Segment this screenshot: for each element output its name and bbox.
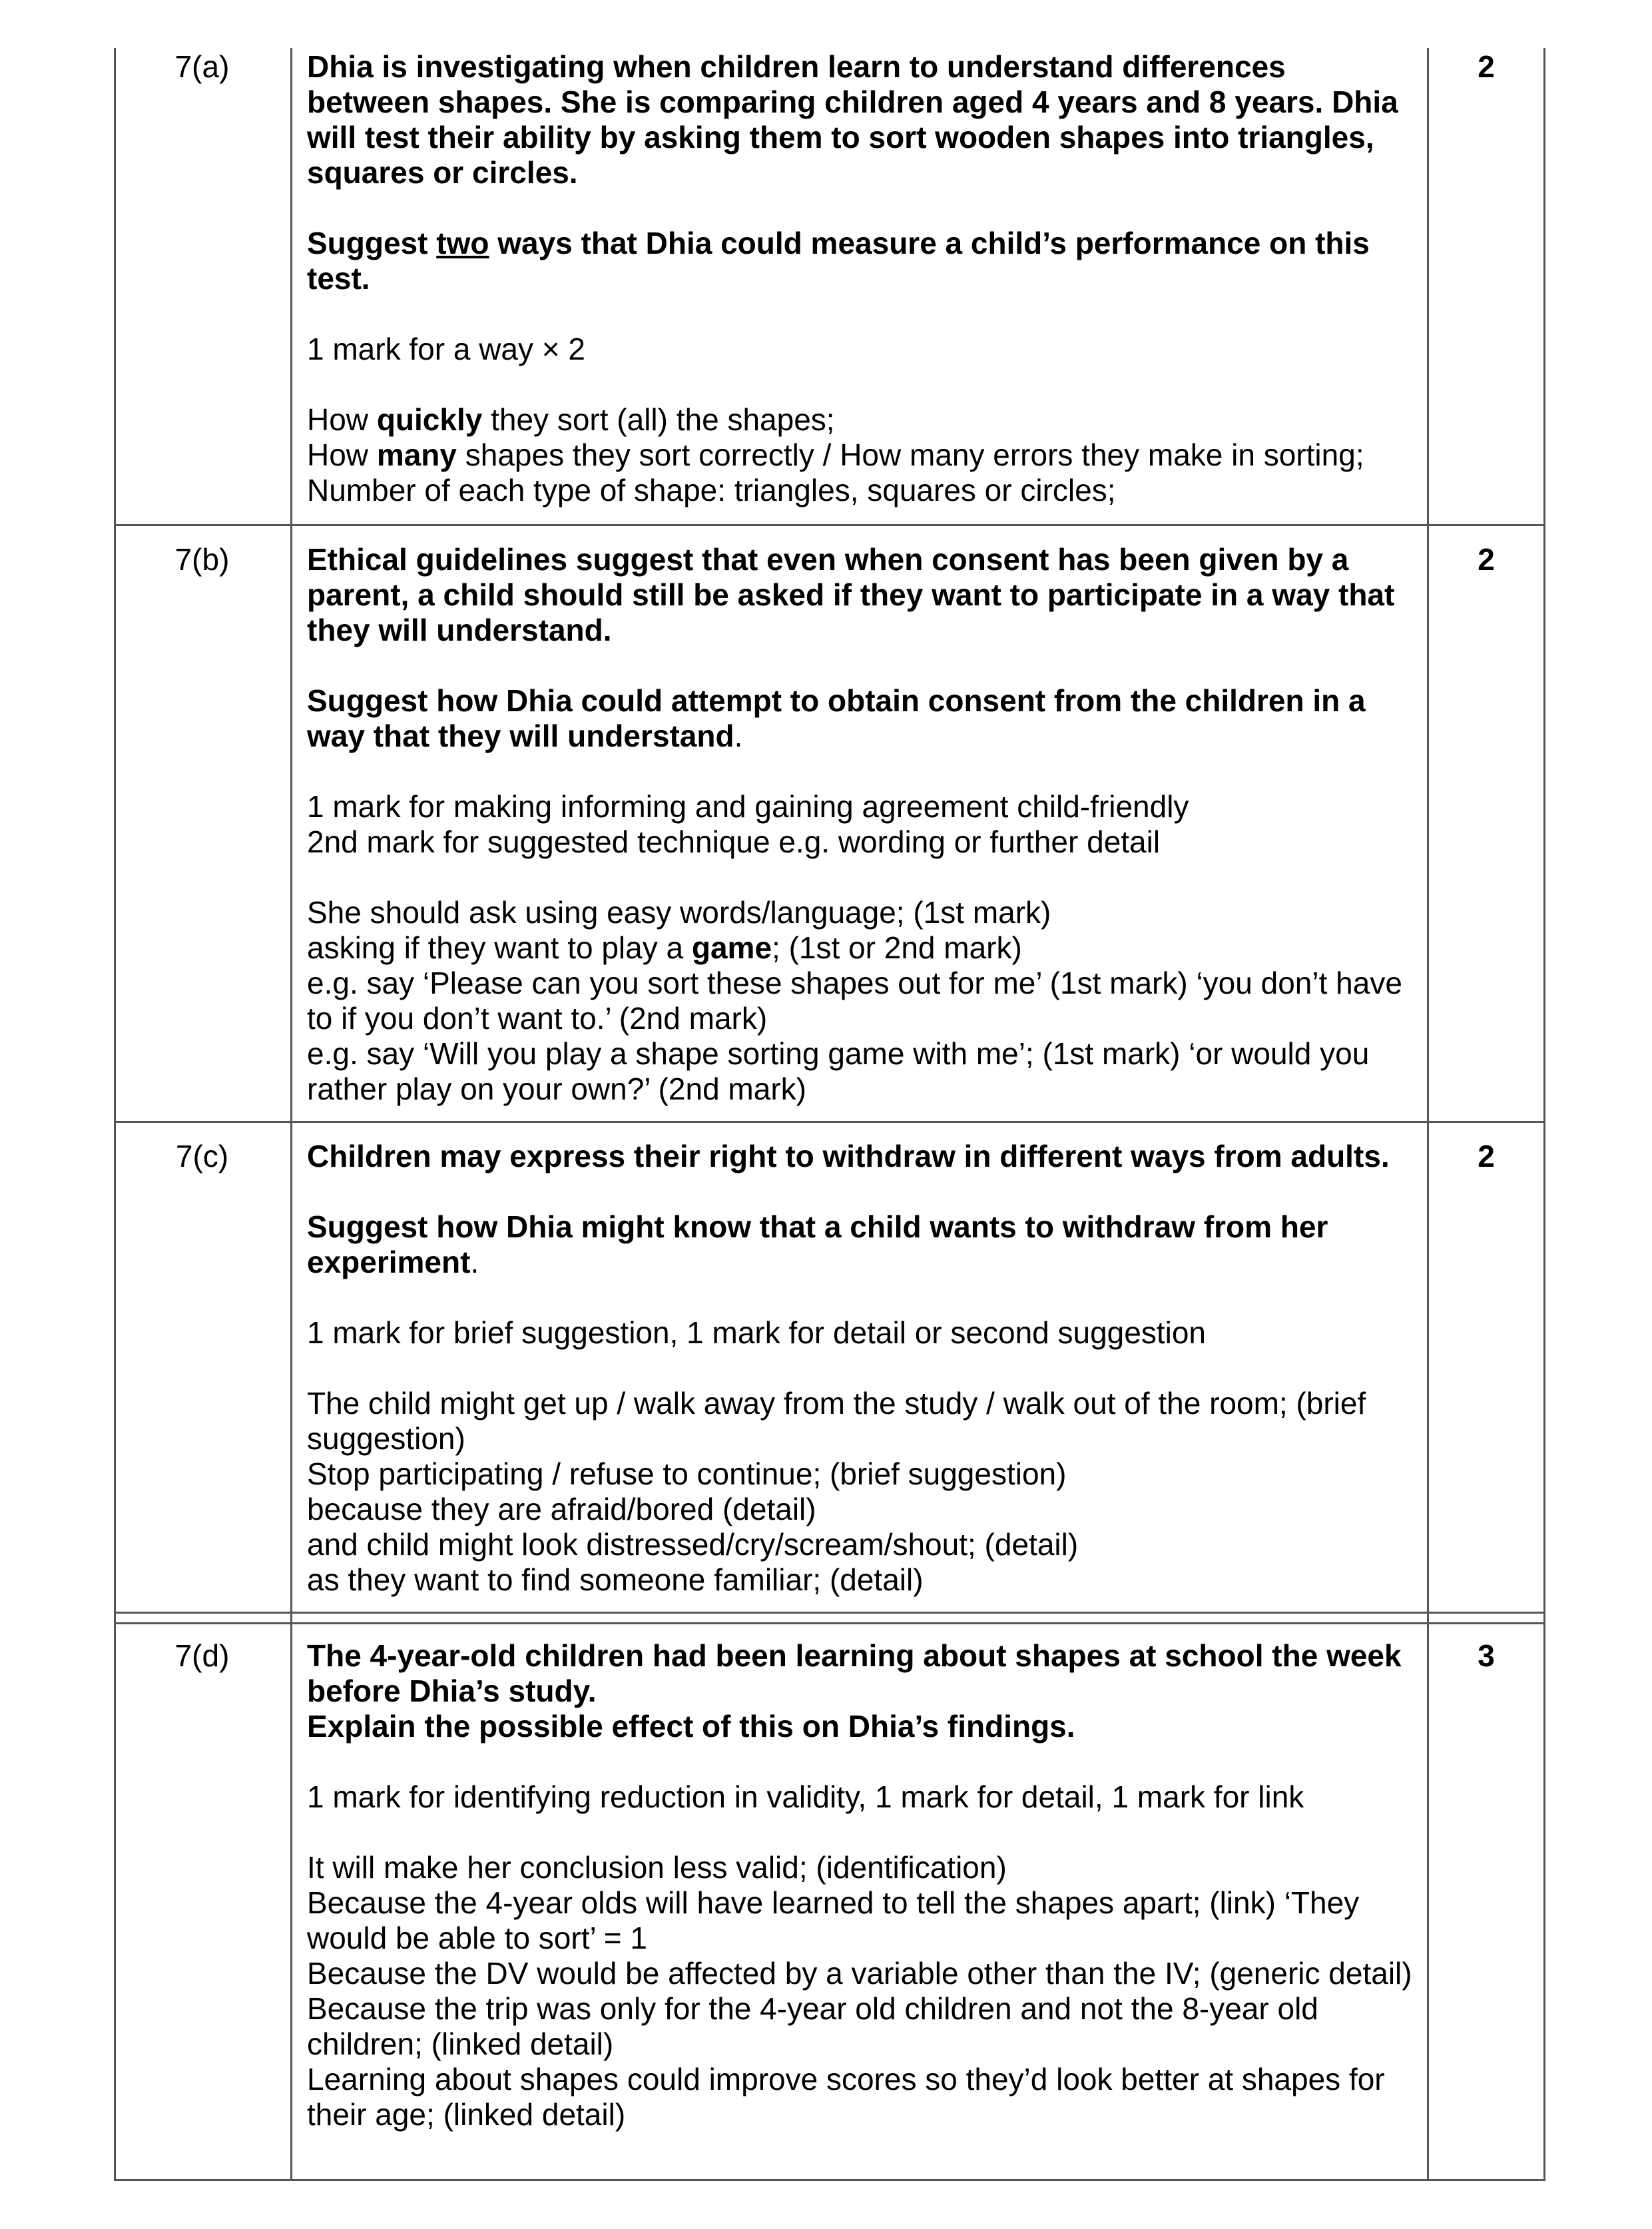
question-text: Children may express their right to withdraw in different ways from adults.: [307, 1139, 1390, 1173]
answer-line: Number of each type of shape: triangles, squares or circles;: [307, 473, 1116, 507]
marks-value: 2: [1478, 1139, 1495, 1173]
answer-line: and child might look distressed/cry/scream/shout; (detail): [307, 1527, 1079, 1562]
row-divider-bc: [114, 1121, 1545, 1123]
marks-value: 2: [1478, 49, 1495, 84]
question-text: Dhia is investigating when children learn to understand differences between shapes. She is comparing children aged 4 years and 8 years. Dhia will test their ability by asking them to sort wooden shapes into triangles, squares or circles.: [307, 49, 1398, 190]
table-left-border: [114, 48, 116, 2181]
mark-guidance: 2nd mark for suggested technique e.g. wording or further detail: [307, 824, 1161, 859]
question-text: The 4-year-old children had been learning about shapes at school the week before Dhia’s study.: [307, 1638, 1402, 1708]
row-7a-content: [307, 49, 1412, 508]
row-7b-content: [307, 542, 1412, 1107]
answer-line: Because the DV would be affected by a variable other than the IV; (generic detail): [307, 1956, 1412, 1991]
question-prompt: Explain the possible effect of this on Dhia’s findings.: [307, 1709, 1075, 1744]
answer-line: It will make her conclusion less valid; (identification): [307, 1850, 1007, 1885]
marks-value: 2: [1478, 542, 1495, 577]
answer-line: e.g. say ‘Will you play a shape sorting game with me’; (1st mark) ‘or would you rather play on your own?’ (2nd mark): [307, 1036, 1370, 1106]
answer-line: The child might get up / walk away from the study / walk out of the room; (brief suggestion): [307, 1386, 1366, 1456]
question-number: 7(a): [174, 49, 230, 84]
answer-line: Because the trip was only for the 4-year old children and not the 8-year old children; (linked detail): [307, 1991, 1318, 2061]
row-divider-cd-1: [114, 1612, 1545, 1614]
table-bottom-border: [114, 2179, 1545, 2181]
question-prompt: Suggest how Dhia might know that a child wants to withdraw from her experiment.: [307, 1209, 1328, 1279]
question-prompt: Suggest two ways that Dhia could measure a child’s performance on this test.: [307, 226, 1370, 296]
row-divider-cd-2: [114, 1622, 1545, 1624]
question-prompt: Suggest how Dhia could attempt to obtain consent from the children in a way that they will understand.: [307, 683, 1366, 753]
answer-line: Learning about shapes could improve scores so they’d look better at shapes for their age; (linked detail): [307, 2062, 1385, 2132]
question-number: 7(d): [174, 1638, 230, 1673]
marks-value: 3: [1478, 1638, 1495, 1673]
table-col-divider-2: [1427, 48, 1429, 2181]
row-divider-ab: [114, 524, 1545, 526]
mark-guidance: 1 mark for brief suggestion, 1 mark for detail or second suggestion: [307, 1315, 1207, 1350]
table-col-divider-1: [290, 48, 292, 2181]
mark-guidance: 1 mark for identifying reduction in validity, 1 mark for detail, 1 mark for link: [307, 1779, 1304, 1814]
answer-line: asking if they want to play a game; (1st or 2nd mark): [307, 930, 1022, 965]
question-text: Ethical guidelines suggest that even when consent has been given by a parent, a child should still be asked if they want to participate in a way that they will understand.: [307, 542, 1395, 647]
table-right-border: [1543, 48, 1545, 2181]
mark-guidance: 1 mark for making informing and gaining agreement child-friendly: [307, 789, 1189, 824]
answer-line: She should ask using easy words/language; (1st mark): [307, 895, 1051, 930]
answer-line: Stop participating / refuse to continue; (brief suggestion): [307, 1456, 1067, 1491]
mark-guidance: 1 mark for a way × 2: [307, 332, 585, 366]
answer-line: because they are afraid/bored (detail): [307, 1492, 816, 1526]
emphasis-word: two: [436, 226, 489, 260]
row-7c-content: [307, 1139, 1412, 1598]
question-number: 7(c): [175, 1139, 229, 1173]
answer-line: as they want to find someone familiar; (detail): [307, 1562, 924, 1597]
answer-line: Because the 4-year olds will have learned to tell the shapes apart; (link) ‘They would be able to sort’ = 1: [307, 1885, 1360, 1955]
question-number: 7(b): [174, 542, 230, 577]
answer-line: How quickly they sort (all) the shapes;: [307, 402, 835, 437]
answer-line: e.g. say ‘Please can you sort these shapes out for me’ (1st mark) ‘you don’t have to if you don’t want to.’ (2nd mark): [307, 966, 1402, 1036]
row-7d-content: [307, 1638, 1412, 2132]
answer-line: How many shapes they sort correctly / How many errors they make in sorting;: [307, 438, 1364, 472]
